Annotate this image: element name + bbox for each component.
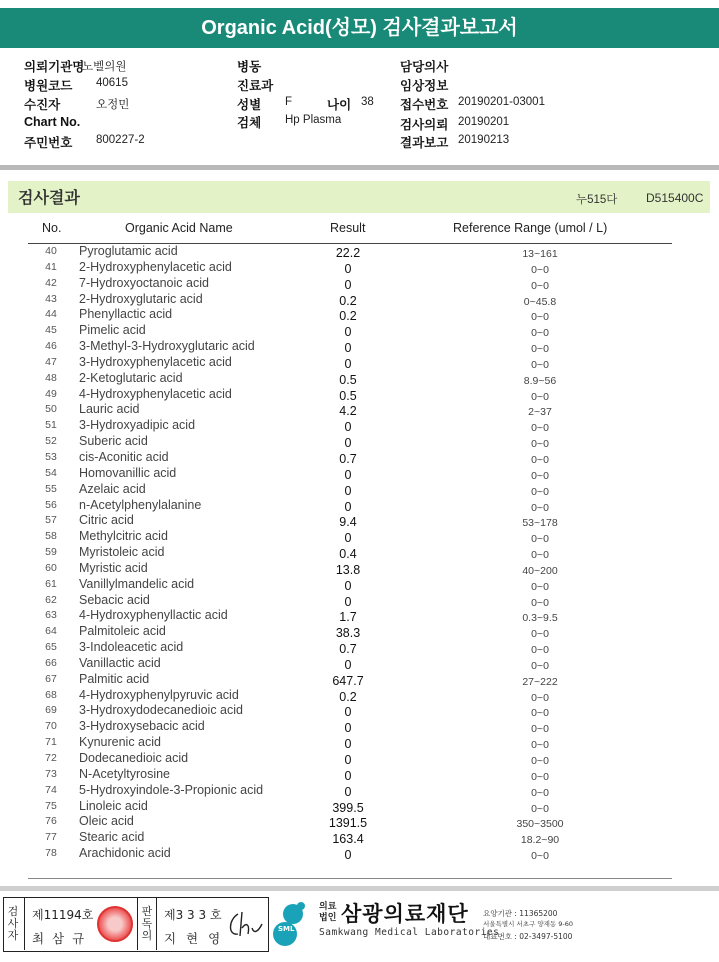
row-number: 56 (45, 498, 57, 511)
receipt-label: 접수번호 (400, 98, 449, 112)
acid-name: 3-Indoleacetic acid (79, 640, 184, 655)
table-row (0, 688, 719, 704)
seal-stamp (97, 906, 133, 942)
result-value: 163.4 (332, 832, 364, 847)
result-value: 0 (344, 848, 352, 863)
table-row (0, 260, 719, 276)
results-section-header (8, 181, 710, 213)
reference-range: 0~0 (531, 850, 549, 863)
reference-range: 0~45.8 (523, 295, 557, 308)
col-header-range: Reference Range (umol / L) (453, 221, 608, 235)
reference-range: 8.9~56 (523, 374, 557, 387)
result-value: 1391.5 (328, 816, 368, 831)
acid-name: Vanillactic acid (79, 655, 161, 670)
sex-label: 성별 (237, 98, 262, 112)
acid-name: Pyroglutamic acid (79, 244, 178, 258)
result-value: 0 (344, 420, 352, 435)
clinical-label: 임상정보 (400, 79, 449, 93)
result-value: 0.5 (339, 388, 357, 403)
table-row (0, 244, 719, 260)
table-row (0, 767, 719, 783)
result-value: 0.5 (339, 372, 357, 387)
table-row (0, 434, 719, 450)
ward-label: 병동 (237, 60, 262, 74)
table-row (0, 276, 719, 292)
row-number: 55 (45, 482, 57, 495)
result-value: 0 (344, 277, 352, 292)
acid-name: 3-Hydroxydodecanedioic acid (79, 703, 243, 718)
table-row (0, 450, 719, 466)
table-row (0, 814, 719, 830)
acid-name: 3-Methyl-3-Hydroxyglutaric acid (79, 339, 255, 354)
reference-range: 350~3500 (516, 818, 564, 831)
reference-range: 0~0 (531, 453, 549, 466)
result-value: 9.4 (339, 515, 357, 530)
specimen-label: 검체 (237, 116, 262, 130)
table-row (0, 735, 719, 751)
acid-name: Phenyllactic acid (79, 307, 173, 322)
acid-name: 3-Hydroxyadipic acid (79, 418, 196, 433)
sml-logo-icon (271, 900, 311, 946)
row-number: 69 (45, 704, 57, 717)
reviewer-label: 판독의 (141, 905, 153, 942)
reference-range: 0~0 (531, 501, 549, 514)
sign-divider (24, 898, 25, 950)
reference-range: 2~37 (528, 406, 552, 419)
acid-name: cis-Aconitic acid (79, 449, 169, 464)
reference-range: 0~0 (531, 533, 549, 546)
row-number: 62 (45, 593, 57, 606)
acid-name: Suberic acid (79, 434, 148, 449)
result-value: 0 (344, 705, 352, 720)
sign-divider (156, 898, 157, 950)
result-value: 647.7 (332, 673, 364, 688)
result-value: 0 (344, 594, 352, 609)
sign-divider (137, 898, 138, 950)
table-row (0, 402, 719, 418)
reference-range: 0~0 (531, 311, 549, 324)
row-number: 42 (45, 276, 57, 289)
row-number: 59 (45, 546, 57, 559)
table-row (0, 703, 719, 719)
row-number: 66 (45, 656, 57, 669)
hospital-code-value: 40615 (96, 77, 128, 89)
patient-value: 오정민 (96, 99, 130, 111)
table-row (0, 783, 719, 799)
table-row (0, 498, 719, 514)
result-value: 0 (344, 325, 352, 340)
row-number: 41 (45, 260, 57, 273)
age-label: 나이 (327, 98, 352, 112)
table-row (0, 292, 719, 308)
footer-divider (0, 886, 719, 891)
acid-name: 4-Hydroxyphenylacetic acid (79, 386, 232, 401)
acid-name: 3-Hydroxyphenylacetic acid (79, 354, 232, 369)
acid-name: 2-Ketoglutaric acid (79, 370, 183, 385)
result-value: 0.4 (339, 547, 357, 562)
reference-range: 0~0 (531, 786, 549, 799)
reference-range: 0~0 (531, 390, 549, 403)
reference-range: 0~0 (531, 438, 549, 451)
row-number: 71 (45, 736, 57, 749)
resident-label: 주민번호 (24, 136, 73, 150)
acid-name: Palmitoleic acid (79, 624, 166, 639)
table-row (0, 339, 719, 355)
table-row (0, 624, 719, 640)
reference-range: 0~0 (531, 263, 549, 276)
patient-info (0, 55, 719, 165)
result-value: 0 (344, 261, 352, 276)
receipt-value: 20190201-03001 (458, 96, 545, 108)
acid-name: Myristoleic acid (79, 545, 165, 560)
acid-name: Lauric acid (79, 402, 140, 417)
result-value: 0.2 (339, 689, 357, 704)
row-number: 76 (45, 815, 57, 828)
reference-range: 0~0 (531, 644, 549, 657)
acid-name: 3-Hydroxysebacic acid (79, 719, 205, 734)
acid-name: Sebacic acid (79, 592, 150, 607)
acid-name: 2-Hydroxyglutaric acid (79, 291, 203, 306)
result-value: 399.5 (332, 800, 364, 815)
result-value: 4.2 (339, 404, 357, 419)
acid-name: Myristic acid (79, 560, 148, 575)
reference-range: 0~0 (531, 358, 549, 371)
result-value: 0 (344, 467, 352, 482)
row-number: 70 (45, 720, 57, 733)
result-value: 0 (344, 721, 352, 736)
row-number: 43 (45, 292, 57, 305)
row-number: 68 (45, 688, 57, 701)
row-number: 52 (45, 435, 57, 448)
row-number: 47 (45, 355, 57, 368)
acid-name: Vanillylmandelic acid (79, 576, 195, 591)
reference-range: 0~0 (531, 343, 549, 356)
divider-bar (0, 165, 719, 170)
row-number: 45 (45, 324, 57, 337)
table-row (0, 545, 719, 561)
reference-range: 0~0 (531, 469, 549, 482)
acid-name: 5-Hydroxyindole-3-Propionic acid (79, 782, 264, 797)
reference-range: 0~0 (531, 739, 549, 752)
result-value: 22.2 (335, 246, 361, 260)
table-row (0, 593, 719, 609)
row-number: 64 (45, 625, 57, 638)
result-value: 0 (344, 356, 352, 371)
result-value: 0 (344, 483, 352, 498)
row-number: 78 (45, 847, 57, 860)
acid-name: Stearic acid (79, 830, 145, 845)
table-row (0, 672, 719, 688)
table-row (0, 513, 719, 529)
row-number: 49 (45, 387, 57, 400)
row-number: 58 (45, 530, 57, 543)
test-code-alt: D515400C (646, 191, 704, 205)
acid-name: Pimelic acid (79, 323, 146, 338)
table-row (0, 577, 719, 593)
row-number: 72 (45, 752, 57, 764)
signature-box (3, 897, 269, 952)
row-number: 65 (45, 641, 57, 654)
reference-range: 0~0 (531, 580, 549, 593)
reference-range: 0~0 (531, 770, 549, 783)
results-title: 검사결과 (18, 188, 80, 207)
row-number: 77 (45, 831, 57, 844)
acid-name: Methylcitric acid (79, 529, 168, 544)
chart-label: Chart No. (24, 115, 81, 129)
inspector-license: 제11194호 (32, 908, 94, 922)
result-value: 0.7 (339, 451, 357, 466)
age-value: 38 (361, 96, 374, 108)
result-value: 0 (344, 657, 352, 672)
row-number: 75 (45, 799, 57, 812)
reference-range: 0~0 (531, 485, 549, 498)
signature-mark (224, 910, 264, 940)
reference-range: 0~0 (531, 802, 549, 815)
result-value: 13.8 (335, 562, 361, 577)
contact-phone: 대표번호 : 02-3497-5100 (483, 932, 573, 941)
row-number: 44 (45, 308, 57, 321)
col-header-no: No. (42, 221, 62, 235)
acid-name: Dodecanedioic acid (79, 751, 189, 765)
reference-range: 0.3~9.5 (522, 612, 558, 625)
table-row (0, 656, 719, 672)
table-row (0, 799, 719, 815)
institution-label: 의뢰기관명 (24, 60, 85, 74)
row-number: 54 (45, 466, 57, 479)
result-value: 38.3 (335, 626, 361, 641)
acid-name: Palmitic acid (79, 671, 150, 686)
row-number: 50 (45, 403, 57, 416)
table-row (0, 307, 719, 323)
row-number: 63 (45, 609, 57, 622)
institution-value: 노벨의원 (82, 61, 127, 73)
reference-range: 53~178 (522, 517, 558, 530)
reference-range: 0~0 (531, 659, 549, 672)
reference-range: 0~0 (531, 596, 549, 609)
table-row (0, 561, 719, 577)
acid-name: 4-Hydroxyphenyllactic acid (79, 608, 228, 623)
specimen-value: Hp Plasma (285, 114, 342, 126)
result-value: 0 (344, 753, 352, 767)
table-row (0, 482, 719, 498)
table-row (0, 846, 719, 862)
acid-name: Homovanillic acid (79, 465, 177, 480)
acid-name: Arachidonic acid (79, 846, 171, 861)
result-value: 0 (344, 768, 352, 783)
row-number: 60 (45, 561, 57, 574)
row-number: 48 (45, 371, 57, 384)
reference-range: 27~222 (522, 675, 558, 688)
reference-range: 40~200 (522, 564, 558, 577)
table-row (0, 608, 719, 624)
test-code: 누515다 (576, 194, 618, 206)
table-bottom-rule (28, 878, 672, 879)
row-number: 67 (45, 672, 57, 685)
table-row (0, 830, 719, 846)
reference-range: 0~0 (531, 755, 549, 767)
acid-name: Citric acid (79, 513, 134, 528)
acid-name: Linoleic acid (79, 798, 148, 813)
report-date-label: 결과보고 (400, 136, 449, 150)
inspector-name: 최 삼 규 (32, 931, 87, 946)
reference-range: 18.2~90 (520, 834, 560, 847)
acid-name: Azelaic acid (79, 481, 146, 496)
reference-range: 13~161 (522, 248, 558, 260)
row-number: 46 (45, 340, 57, 353)
reference-range: 0~0 (531, 723, 549, 736)
table-row (0, 719, 719, 735)
doctor-label: 담당의사 (400, 60, 449, 74)
logo-corp-label: 의료 법인 (319, 902, 337, 923)
acid-name: 7-Hydroxyoctanoic acid (79, 275, 209, 290)
table-row (0, 387, 719, 403)
row-number: 61 (45, 577, 57, 590)
result-value: 0 (344, 578, 352, 593)
sex-value: F (285, 96, 293, 108)
inspector-label: 검사자 (7, 905, 19, 942)
report-date-value: 20190213 (458, 134, 510, 146)
reference-range: 0~0 (531, 628, 549, 641)
col-header-result: Result (330, 221, 366, 235)
request-label: 검사의뢰 (400, 118, 449, 132)
logo-name: 삼광의료재단 (341, 902, 469, 926)
patient-label: 수진자 (24, 98, 61, 112)
dept-label: 진료과 (237, 79, 274, 93)
reference-range: 0~0 (531, 691, 549, 704)
acid-name: Kynurenic acid (79, 735, 161, 750)
result-value: 0.2 (339, 309, 357, 324)
row-number: 57 (45, 514, 57, 527)
row-number: 40 (45, 245, 57, 257)
result-value: 0 (344, 341, 352, 356)
row-number: 74 (45, 783, 57, 796)
hospital-code-label: 병원코드 (24, 79, 73, 93)
reviewer-license: 제3 3 3 호 (164, 908, 222, 922)
results-table (0, 244, 719, 862)
acid-name: n-Acetylphenylalanine (79, 497, 202, 512)
result-value: 0 (344, 499, 352, 514)
result-value: 0.2 (339, 293, 357, 308)
logo-badge: SML (278, 925, 295, 933)
acid-name: 4-Hydroxyphenylpyruvic acid (79, 687, 239, 702)
acid-name: Oleic acid (79, 814, 134, 829)
report-title: Organic Acid(성모) 검사결과보고서 (0, 8, 719, 48)
reference-range: 0~0 (531, 549, 549, 562)
contact-code: 요양기관 : 11365200 (483, 909, 558, 918)
table-row (0, 640, 719, 656)
result-value: 0 (344, 436, 352, 451)
table-row (0, 529, 719, 545)
result-value: 0.7 (339, 642, 357, 657)
result-value: 1.7 (339, 610, 357, 625)
result-value: 0 (344, 784, 352, 799)
logo-english-name: Samkwang Medical Laboratories (319, 927, 500, 938)
acid-name: N-Acetyltyrosine (79, 766, 170, 781)
table-row (0, 323, 719, 339)
table-row (0, 751, 719, 767)
reviewer-name: 지 현 영 (164, 931, 224, 946)
reference-range: 0~0 (531, 279, 549, 292)
row-number: 53 (45, 450, 57, 463)
table-row (0, 371, 719, 387)
resident-value: 800227-2 (96, 134, 145, 146)
contact-address: 서울특별시 서초구 양재동 9-60 (483, 920, 574, 928)
result-value: 0 (344, 531, 352, 546)
col-header-name: Organic Acid Name (125, 221, 233, 235)
table-row (0, 418, 719, 434)
request-value: 20190201 (458, 116, 510, 128)
sml-logo (271, 895, 711, 955)
table-row (0, 355, 719, 371)
table-row (0, 466, 719, 482)
result-value: 0 (344, 737, 352, 752)
reference-range: 0~0 (531, 327, 549, 340)
acid-name: 2-Hydroxyphenylacetic acid (79, 259, 232, 274)
row-number: 51 (45, 419, 57, 432)
reference-range: 0~0 (531, 422, 549, 435)
reference-range: 0~0 (531, 707, 549, 720)
row-number: 73 (45, 767, 57, 780)
